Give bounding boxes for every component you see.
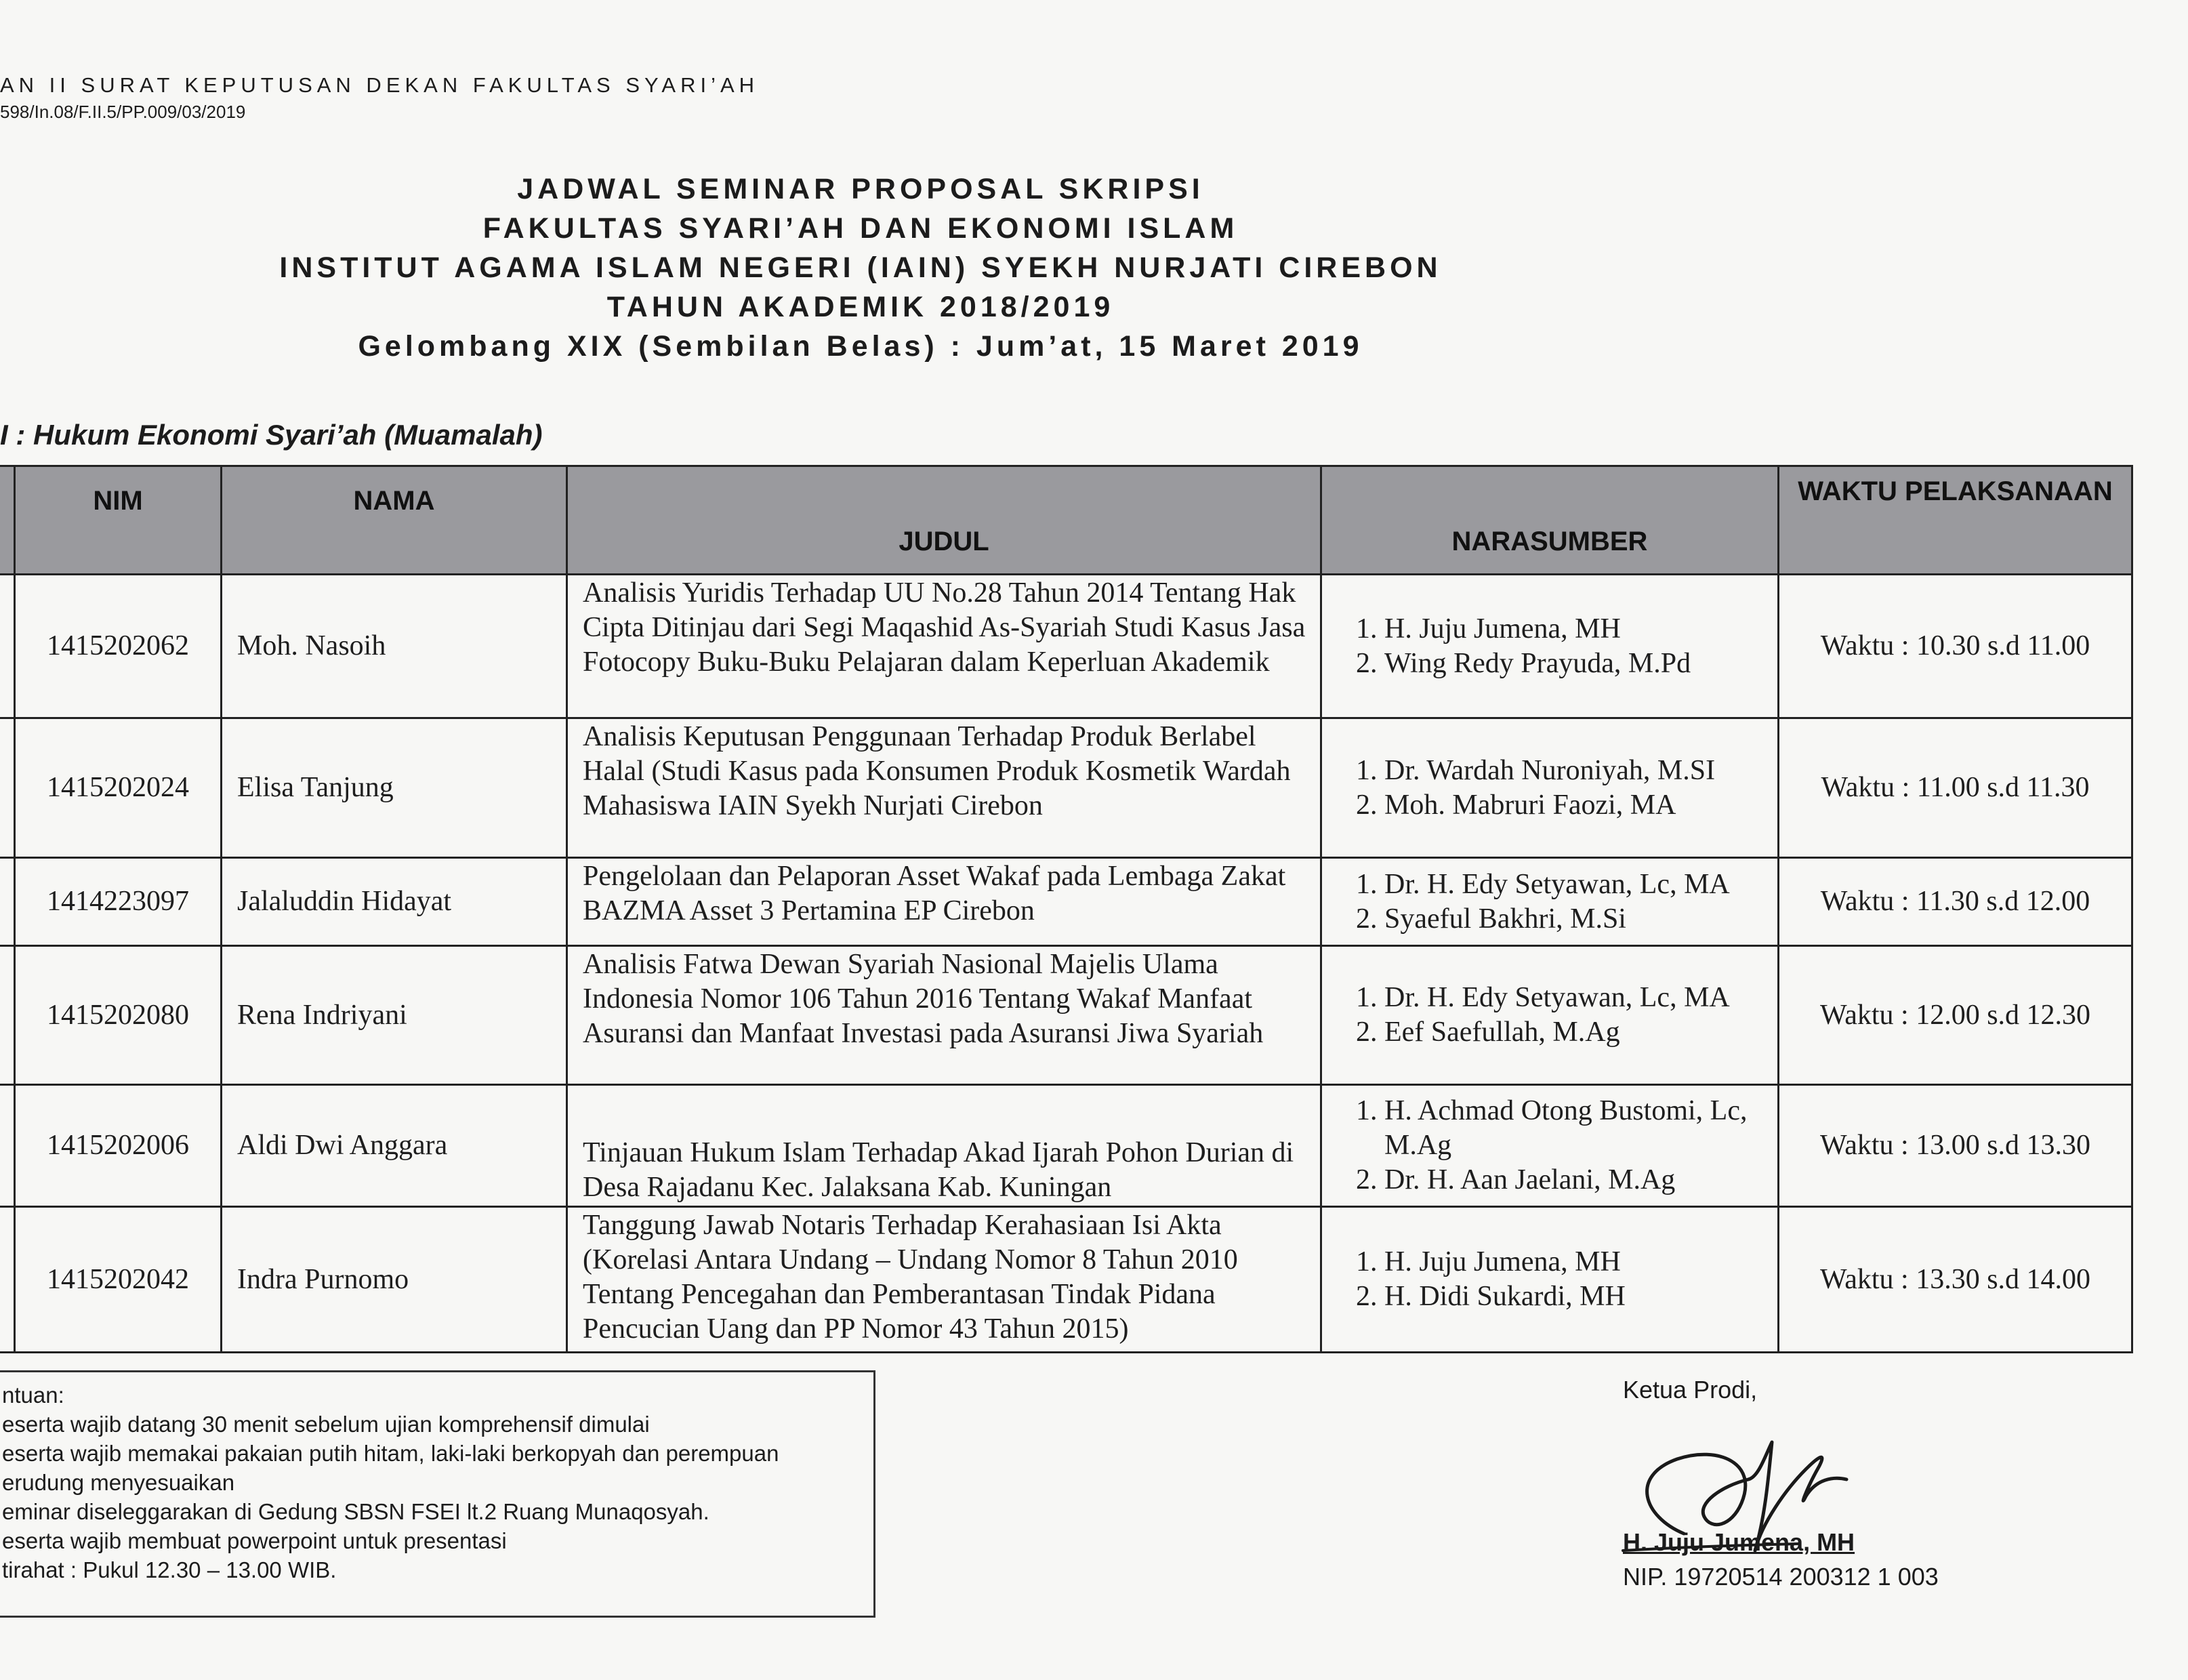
narasumber-cell bbox=[1321, 946, 1779, 1085]
waktu-cell: Waktu : 13.30 s.d 14.00 bbox=[1779, 1207, 2132, 1353]
note-item: eserta wajib membuat powerpoint untuk presentasi bbox=[2, 1528, 507, 1553]
title-line-4: TAHUN AKADEMIK 2018/2019 bbox=[606, 291, 1115, 323]
nim-cell: 1415202080 bbox=[15, 946, 222, 1085]
table-row bbox=[0, 1207, 2132, 1353]
row-number-cell bbox=[0, 858, 15, 946]
notes-title: ntuan: bbox=[2, 1382, 64, 1408]
note-item: erudung menyesuaikan bbox=[2, 1470, 235, 1495]
table-row bbox=[0, 575, 2132, 718]
note-item: eserta wajib datang 30 menit sebelum ujian komprehensif dimulai bbox=[2, 1412, 650, 1437]
nim-cell: 1415202024 bbox=[15, 718, 222, 858]
signature-nip: NIP. 19720514 200312 1 003 bbox=[1623, 1563, 1939, 1591]
nama-cell: Elisa Tanjung bbox=[222, 718, 567, 858]
row-number-cell bbox=[0, 575, 15, 718]
narasumber-item: 1. H. Juju Jumena, MH bbox=[1384, 1245, 1777, 1279]
waktu-cell: Waktu : 12.00 s.d 12.30 bbox=[1779, 946, 2132, 1085]
narasumber-item: 1. Dr. Wardah Nuroniyah, M.SI bbox=[1384, 754, 1777, 788]
study-program-label: I : Hukum Ekonomi Syari’ah (Muamalah) bbox=[0, 419, 543, 451]
header-nama: NAMA bbox=[222, 466, 567, 575]
waktu-cell: Waktu : 11.00 s.d 11.30 bbox=[1779, 718, 2132, 858]
waktu-cell: Waktu : 10.30 s.d 11.00 bbox=[1779, 575, 2132, 718]
narasumber-cell bbox=[1321, 1085, 1779, 1207]
document-title bbox=[0, 169, 1721, 366]
table-row bbox=[0, 1085, 2132, 1207]
title-line-3: INSTITUT AGAMA ISLAM NEGERI (IAIN) SYEKH NURJATI CIREBON bbox=[279, 251, 1442, 284]
narasumber-cell bbox=[1321, 718, 1779, 858]
notes-box bbox=[0, 1370, 875, 1618]
narasumber-item: 2. Wing Redy Prayuda, M.Pd bbox=[1384, 647, 1777, 681]
waktu-cell: Waktu : 13.00 s.d 13.30 bbox=[1779, 1085, 2132, 1207]
signature-title: Ketua Prodi, bbox=[1623, 1376, 1758, 1404]
row-number-cell bbox=[0, 946, 15, 1085]
note-item: tirahat : Pukul 12.30 – 13.00 WIB. bbox=[2, 1557, 337, 1582]
nama-cell: Aldi Dwi Anggara bbox=[222, 1085, 567, 1207]
header-no bbox=[0, 466, 15, 575]
judul-cell: Pengelolaan dan Pelaporan Asset Wakaf pada Lembaga Zakat BAZMA Asset 3 Pertamina EP Cirebon bbox=[567, 858, 1321, 946]
row-number-cell bbox=[0, 718, 15, 858]
narasumber-item: 2. Moh. Mabruri Faozi, MA bbox=[1384, 788, 1777, 823]
header-judul: JUDUL bbox=[567, 466, 1321, 575]
decree-reference-number: 598/In.08/F.II.5/PP.009/03/2019 bbox=[0, 102, 246, 122]
title-line-5: Gelombang XIX (Sembilan Belas) : Jum’at, 15 Maret 2019 bbox=[358, 330, 1363, 363]
nama-cell: Indra Purnomo bbox=[222, 1207, 567, 1353]
schedule-table bbox=[0, 465, 2133, 1353]
note-item: eserta wajib memakai pakaian putih hitam, laki-laki berkopyah dan perempuan bbox=[2, 1441, 779, 1466]
narasumber-item: 1. H. Juju Jumena, MH bbox=[1384, 612, 1777, 647]
narasumber-item: 2. Eef Saefullah, M.Ag bbox=[1384, 1015, 1777, 1050]
nama-cell: Jalaluddin Hidayat bbox=[222, 858, 567, 946]
judul-cell: Analisis Fatwa Dewan Syariah Nasional Majelis Ulama Indonesia Nomor 106 Tahun 2016 Tentang Wakaf Manfaat Asuransi dan Manfaat Investasi pada Asuransi Jiwa Syariah bbox=[567, 946, 1321, 1085]
waktu-cell: Waktu : 11.30 s.d 12.00 bbox=[1779, 858, 2132, 946]
narasumber-item: 2. Dr. H. Aan Jaelani, M.Ag bbox=[1384, 1163, 1777, 1197]
signature-name: H. Juju Jumena, MH bbox=[1623, 1528, 1855, 1556]
table-row bbox=[0, 858, 2132, 946]
narasumber-item: 1. Dr. H. Edy Setyawan, Lc, MA bbox=[1384, 981, 1777, 1015]
table-header-row bbox=[0, 466, 2132, 575]
header-narasumber: NARASUMBER bbox=[1321, 466, 1779, 575]
note-item: eminar diseleggarakan di Gedung SBSN FSEI lt.2 Ruang Munaqosyah. bbox=[2, 1499, 709, 1524]
nim-cell: 1415202006 bbox=[15, 1085, 222, 1207]
title-line-2: FAKULTAS SYARI’AH DAN EKONOMI ISLAM bbox=[482, 212, 1239, 245]
narasumber-item: 1. Dr. H. Edy Setyawan, Lc, MA bbox=[1384, 867, 1777, 902]
header-waktu: WAKTU PELAKSANAAN bbox=[1779, 466, 2132, 575]
title-line-1: JADWAL SEMINAR PROPOSAL SKRIPSI bbox=[517, 173, 1204, 205]
nim-cell: 1414223097 bbox=[15, 858, 222, 946]
row-number-cell bbox=[0, 1085, 15, 1207]
table-row bbox=[0, 946, 2132, 1085]
judul-cell: Tinjauan Hukum Islam Terhadap Akad Ijarah Pohon Durian di Desa Rajadanu Kec. Jalaksana Kab. Kuningan bbox=[567, 1085, 1321, 1207]
narasumber-item: 2. H. Didi Sukardi, MH bbox=[1384, 1279, 1777, 1314]
narasumber-cell bbox=[1321, 1207, 1779, 1353]
narasumber-cell bbox=[1321, 575, 1779, 718]
nim-cell: 1415202042 bbox=[15, 1207, 222, 1353]
narasumber-cell bbox=[1321, 858, 1779, 946]
narasumber-item: 1. H. Achmad Otong Bustomi, Lc, M.Ag bbox=[1384, 1094, 1777, 1163]
judul-cell: Analisis Keputusan Penggunaan Terhadap Produk Berlabel Halal (Studi Kasus pada Konsumen Produk Kosmetik Wardah Mahasiswa IAIN Syekh Nurjati Cirebon bbox=[567, 718, 1321, 858]
narasumber-item: 2. Syaeful Bakhri, M.Si bbox=[1384, 902, 1777, 937]
judul-cell: Tanggung Jawab Notaris Terhadap Kerahasiaan Isi Akta (Korelasi Antara Undang – Undang Nomor 8 Tahun 2010 Tentang Pencegahan dan Pemberantasan Tindak Pidana Pencucian Uang dan PP Nomor 43 Tahun 2015) bbox=[567, 1207, 1321, 1353]
nim-cell: 1415202062 bbox=[15, 575, 222, 718]
nama-cell: Moh. Nasoih bbox=[222, 575, 567, 718]
decree-reference-title: AN II SURAT KEPUTUSAN DEKAN FAKULTAS SYARI’AH bbox=[0, 73, 760, 97]
table-row bbox=[0, 718, 2132, 858]
judul-cell: Analisis Yuridis Terhadap UU No.28 Tahun 2014 Tentang Hak Cipta Ditinjau dari Segi Maqashid As-Syariah Studi Kasus Jasa Fotocopy Buku-Buku Pelajaran dalam Keperluan Akademik bbox=[567, 575, 1321, 718]
row-number-cell bbox=[0, 1207, 15, 1353]
nama-cell: Rena Indriyani bbox=[222, 946, 567, 1085]
header-nim: NIM bbox=[15, 466, 222, 575]
